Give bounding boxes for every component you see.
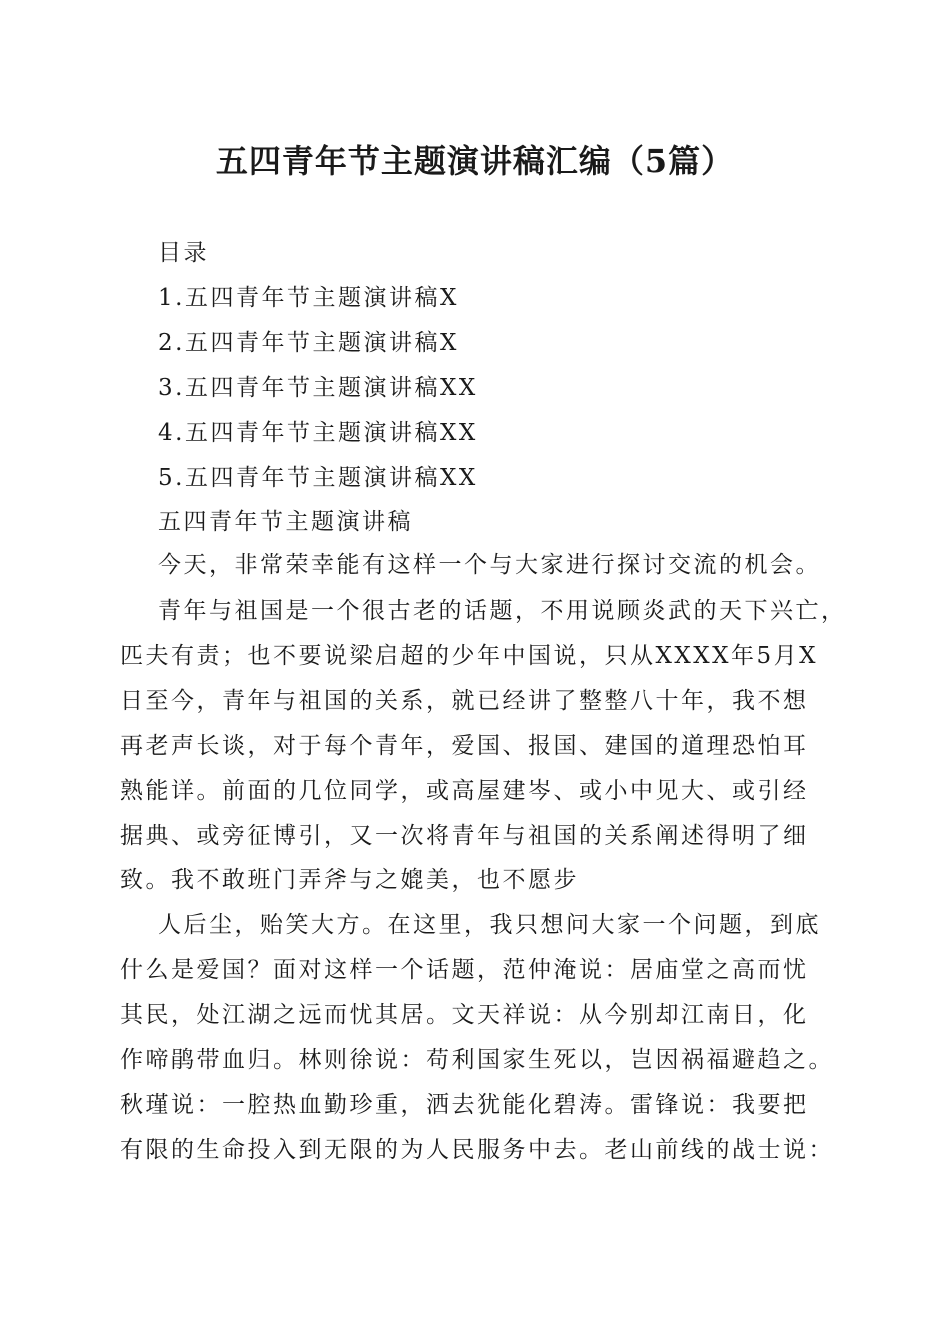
- body-line: 青年与祖国是一个很古老的话题，不用说顾炎武的天下兴亡，: [158, 598, 847, 624]
- body-line: 熟能详。前面的几位同学，或高屋建岑、或小中见大、或引经: [120, 778, 809, 804]
- body-line: 匹夫有责；也不要说梁启超的少年中国说，只从XXXX年5月X: [120, 643, 819, 669]
- body-line: 据典、或旁征博引，又一次将青年与祖国的关系阐述得明了细: [120, 823, 809, 849]
- body-line: 秋瑾说：一腔热血勤珍重，洒去犹能化碧涛。雷锋说：我要把: [120, 1092, 809, 1118]
- body-line: 致。我不敢班门弄斧与之媲美，也不愿步: [120, 867, 579, 893]
- toc-item: 2.五四青年节主题演讲稿X: [158, 330, 459, 356]
- body-line: 什么是爱国？面对这样一个话题，范仲淹说：居庙堂之高而忧: [120, 957, 809, 983]
- toc-item: 1.五四青年节主题演讲稿X: [158, 285, 459, 311]
- toc-heading: 目录: [158, 240, 209, 266]
- body-line: 日至今，青年与祖国的关系，就已经讲了整整八十年，我不想: [120, 688, 809, 714]
- body-line: 有限的生命投入到无限的为人民服务中去。老山前线的战士说：: [120, 1137, 834, 1163]
- section-title: 五四青年节主题演讲稿: [158, 509, 413, 535]
- document-title: 五四青年节主题演讲稿汇编（5篇）: [215, 142, 735, 180]
- toc-item: 4.五四青年节主题演讲稿XX: [158, 420, 478, 446]
- toc-item: 3.五四青年节主题演讲稿XX: [158, 375, 478, 401]
- body-line: 作啼鹃带血归。林则徐说：苟利国家生死以，岂因祸福避趋之。: [120, 1047, 834, 1073]
- body-line: 再老声长谈，对于每个青年，爱国、报国、建国的道理恐怕耳: [120, 733, 809, 759]
- body-line: 人后尘，贻笑大方。在这里，我只想问大家一个问题，到底: [158, 912, 821, 938]
- body-line: 今天，非常荣幸能有这样一个与大家进行探讨交流的机会。: [158, 552, 821, 578]
- body-line: 其民，处江湖之远而忧其居。文天祥说：从今别却江南日，化: [120, 1002, 809, 1028]
- toc-item: 5.五四青年节主题演讲稿XX: [158, 465, 478, 491]
